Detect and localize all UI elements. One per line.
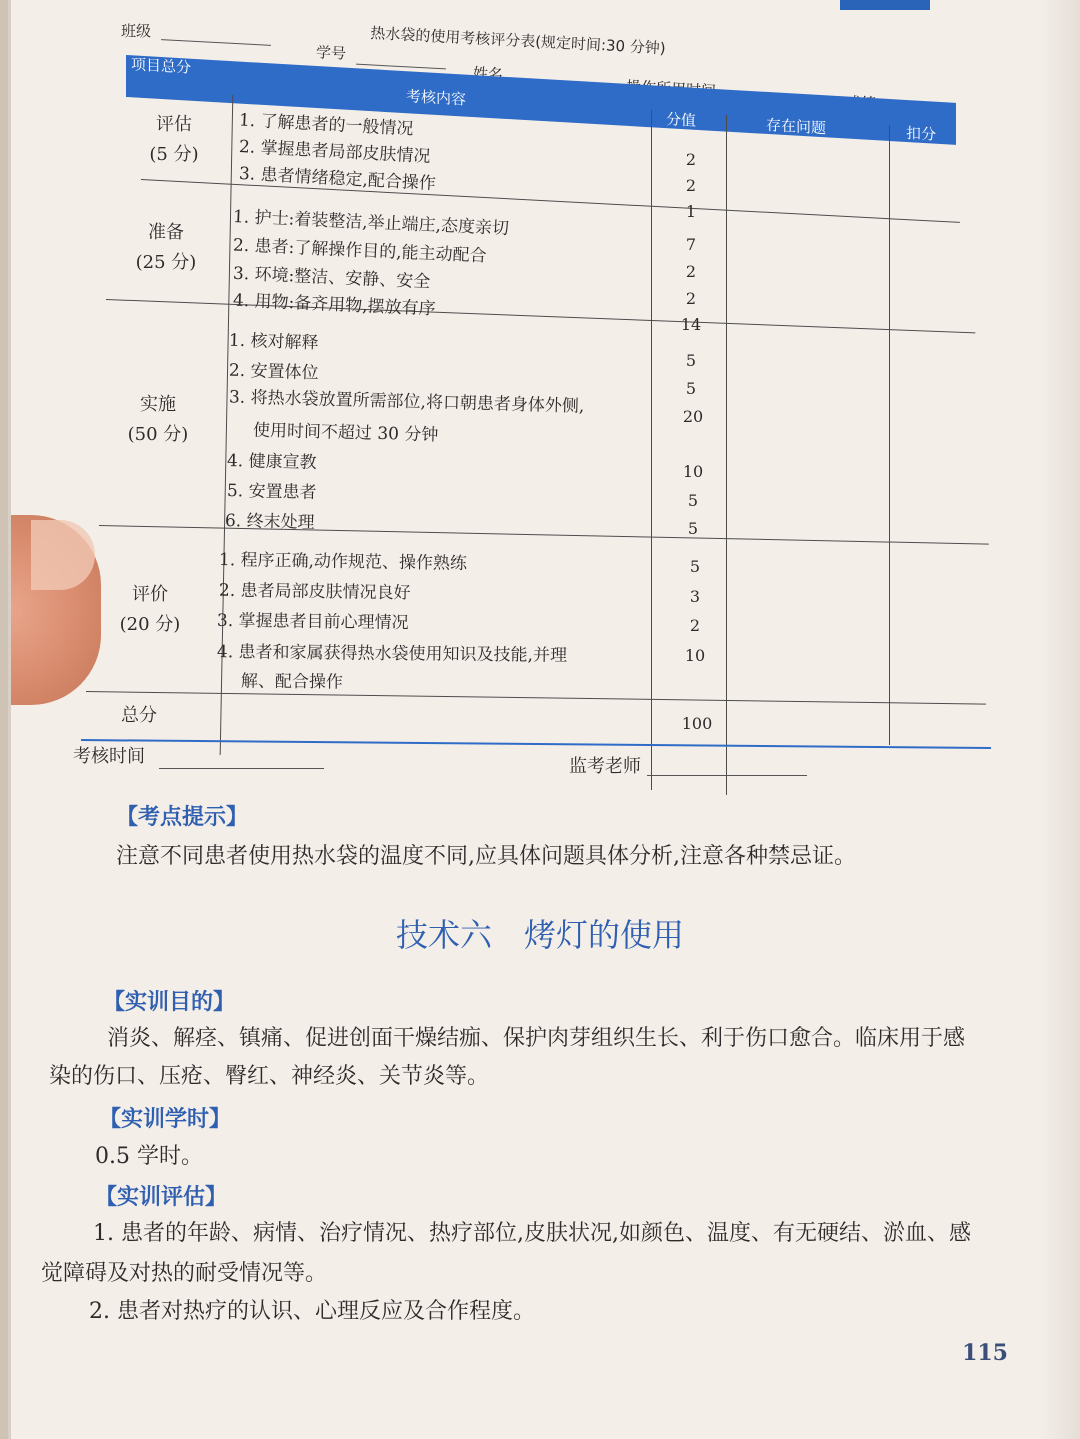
- table-bottom-border: [81, 739, 991, 749]
- header-problem: 存在问题: [766, 115, 827, 138]
- tip-text: 注意不同患者使用热水袋的温度不同,应具体问题具体分析,注意各种禁忌证。: [116, 844, 856, 869]
- purpose-line-2: 染的伤口、压疮、臀红、神经炎、关节炎等。: [49, 1064, 490, 1089]
- student-id-label: 学号: [315, 43, 347, 63]
- purpose-line-1: 消炎、解痉、镇痛、促进创面干燥结痂、保护肉芽组织生长、利于伤口愈合。临床用于感: [107, 1026, 966, 1051]
- category-points: (5 分): [149, 144, 199, 165]
- hours-tag: 【实训学时】: [99, 1107, 232, 1132]
- eval-line-3: 2. 患者对热疗的认识、心理反应及合作程度。: [89, 1299, 535, 1324]
- score-value: 5: [685, 351, 697, 370]
- page-number: 115: [962, 1340, 1008, 1366]
- category-name: 准备: [148, 222, 184, 243]
- total-label: 总分: [121, 705, 157, 726]
- score-value: 2: [689, 616, 701, 635]
- category-implementation: [103, 390, 213, 450]
- item-text: 3. 环境:整洁、安静、安全: [232, 263, 431, 293]
- item-text: 使用时间不超过 30 分钟: [252, 420, 439, 446]
- score-value: 5: [687, 519, 699, 538]
- header-content: 考核内容: [406, 87, 467, 109]
- score-value: 1: [685, 202, 697, 221]
- proctor-label: 监考老师: [569, 756, 641, 777]
- header-deduct: 扣分: [906, 123, 937, 144]
- item-text: 2. 患者:了解操作目的,能主动配合: [232, 235, 487, 267]
- score-value: 2: [685, 289, 697, 308]
- exam-time-field[interactable]: [159, 768, 324, 769]
- item-text: 3. 掌握患者目前心理情况: [216, 610, 409, 634]
- class-label: 班级: [121, 22, 152, 40]
- score-value: 5: [689, 557, 701, 576]
- score-value: 2: [685, 150, 697, 169]
- item-text: 4. 用物:备齐用物,摆放有序: [232, 290, 436, 320]
- item-text: 3. 患者情绪稳定,配合操作: [238, 163, 437, 195]
- category-evaluation: [95, 580, 205, 640]
- score-value: 7: [685, 235, 697, 254]
- category-preparation: [111, 218, 221, 278]
- category-assessment: [119, 110, 229, 170]
- hours-text: 0.5 学时。: [95, 1144, 203, 1169]
- score-value: 2: [685, 262, 697, 281]
- item-text: 4. 患者和家属获得热水袋使用知识及技能,并理: [216, 642, 568, 666]
- score-value: 10: [682, 462, 704, 481]
- category-points: (20 分): [119, 614, 181, 635]
- item-text: 4. 健康宣教: [226, 450, 317, 474]
- header-score: 分值: [666, 110, 697, 130]
- category-name: 评估: [156, 114, 192, 135]
- score-value: 20: [682, 407, 704, 426]
- name-label: 姓名: [472, 64, 504, 84]
- eval-line-2: 觉障碍及对热的耐受情况等。: [41, 1261, 328, 1286]
- header-category: 项目总分: [131, 55, 192, 77]
- item-text: 5. 安置患者: [226, 480, 317, 504]
- table-header: [126, 55, 956, 145]
- score-value: 10: [684, 646, 706, 665]
- book-page: [8, 0, 1080, 1439]
- category-name: 评价: [132, 584, 168, 605]
- purpose-tag: 【实训目的】: [103, 990, 236, 1015]
- score-value: 3: [689, 587, 701, 606]
- category-name: 实施: [140, 394, 176, 415]
- item-text: 解、配合操作: [240, 671, 344, 693]
- total-score: 100: [681, 714, 713, 733]
- class-field[interactable]: [161, 39, 271, 46]
- category-points: (50 分): [127, 424, 189, 445]
- page-edge-shadow: [1040, 0, 1080, 1439]
- col-divider-3: [726, 115, 727, 795]
- item-text: 2. 患者局部皮肤情况良好: [218, 580, 411, 604]
- category-points: (25 分): [135, 252, 197, 273]
- eval-line-1: 1. 患者的年龄、病情、治疗情况、热疗部位,皮肤状况,如颜色、温度、有无硬结、淤血、感: [93, 1221, 971, 1246]
- page-top-accent: [840, 0, 930, 10]
- proctor-field[interactable]: [647, 775, 807, 776]
- item-text: 6. 终末处理: [224, 511, 315, 533]
- item-text: 1. 核对解释: [228, 330, 319, 354]
- item-text: 2. 安置体位: [228, 360, 319, 384]
- item-text: 2. 掌握患者局部皮肤情况: [238, 136, 431, 167]
- exam-time-label: 考核时间: [73, 746, 145, 767]
- eval-tag: 【实训评估】: [95, 1185, 228, 1210]
- score-value: 5: [687, 491, 699, 510]
- form-title: 热水袋的使用考核评分表(规定时间:30 分钟): [369, 23, 667, 58]
- score-value: 2: [685, 176, 697, 195]
- item-text: 1. 了解患者的一般情况: [238, 110, 414, 140]
- item-text: 1. 程序正确,动作规范、操作熟练: [218, 550, 468, 574]
- score-value: 5: [685, 379, 697, 398]
- col-divider-2: [651, 110, 652, 790]
- section-heading: 技术六 烤灯的使用: [396, 916, 685, 954]
- tip-tag: 【考点提示】: [116, 805, 249, 830]
- item-text: 3. 将热水袋放置所需部位,将口朝患者身体外侧,: [228, 387, 585, 417]
- score-value: 14: [680, 315, 702, 334]
- item-text: 1. 护士:着装整洁,举止端庄,态度亲切: [232, 206, 510, 240]
